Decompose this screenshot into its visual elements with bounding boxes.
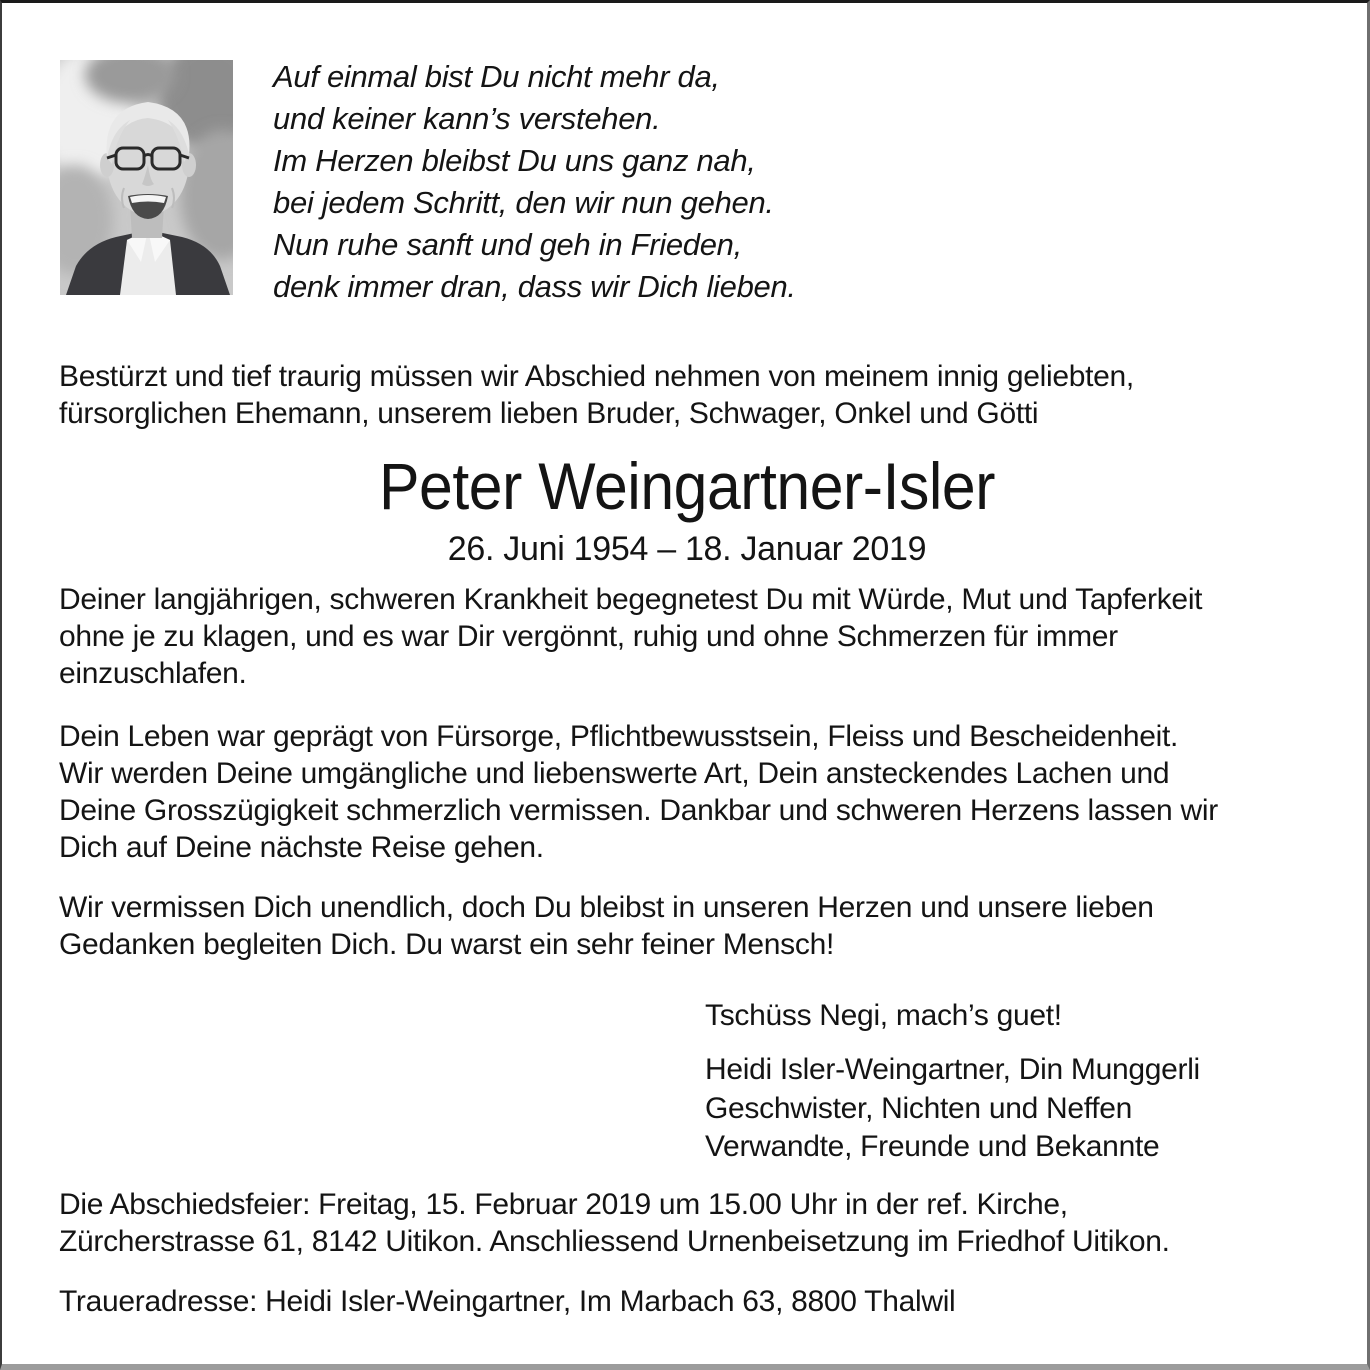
text-line: denk immer dran, dass wir Dich lieben. xyxy=(273,269,796,304)
text-line: Verwandte, Freunde und Bekannte xyxy=(705,1130,1160,1163)
text-line: Geschwister, Nichten und Neffen xyxy=(705,1091,1133,1125)
text-line: Heidi Isler-Weingartner, Din Munggerli xyxy=(705,1053,1200,1086)
text-line: Deine Grosszügigkeit schmerzlich vermissen. Dankbar und schweren Herzens lassen wir xyxy=(59,794,1218,827)
text-line: Wir werden Deine umgängliche und liebenswerte Art, Dein ansteckendes Lachen und xyxy=(59,757,1170,790)
memorial-poem xyxy=(273,56,796,308)
text-line: fürsorglichen Ehemann, unserem lieben Bruder, Schwager, Onkel und Götti xyxy=(59,397,1039,430)
service-info xyxy=(59,1186,1317,1260)
portrait-illustration xyxy=(60,60,233,295)
tribute-paragraph-2 xyxy=(59,718,1317,866)
text-line: Nun ruhe sanft und geh in Frieden, xyxy=(273,227,742,262)
tribute-paragraph-1 xyxy=(59,581,1317,692)
text-line: Dein Leben war geprägt von Fürsorge, Pflichtbewusstsein, Fleiss und Bescheidenheit. xyxy=(59,720,1179,753)
mourners-list xyxy=(705,1051,1200,1167)
intro-text xyxy=(59,358,1317,432)
tribute-paragraph-3 xyxy=(59,889,1317,963)
portrait-photo xyxy=(60,60,233,295)
text-line: Bestürzt und tief traurig müssen wir Abschied nehmen von meinem innig geliebten, xyxy=(59,360,1134,393)
text-line: bei jedem Schritt, den wir nun gehen. xyxy=(273,185,774,220)
text-line: Auf einmal bist Du nicht mehr da, xyxy=(273,59,720,94)
text-line: Wir vermissen Dich unendlich, doch Du bleibst in unseren Herzen und unsere lieben xyxy=(59,891,1154,924)
farewell-line: Tschüss Negi, mach’s guet! xyxy=(705,999,1062,1032)
text-line: einzuschlafen. xyxy=(59,657,247,690)
deceased-name: Peter Weingartner-Isler xyxy=(379,449,995,523)
text-line: Die Abschiedsfeier: Freitag, 15. Februar 2019 um 15.00 Uhr in der ref. Kirche, xyxy=(59,1188,1068,1221)
text-line: Im Herzen bleibst Du uns ganz nah, xyxy=(273,143,756,178)
text-line: Dich auf Deine nächste Reise gehen. xyxy=(59,831,544,864)
text-line: und keiner kann’s verstehen. xyxy=(273,101,661,136)
text-line: Deiner langjährigen, schweren Krankheit begegnetest Du mit Würde, Mut und Tapferkeit xyxy=(59,583,1203,616)
text-line: ohne je zu klagen, und es war Dir vergönnt, ruhig und ohne Schmerzen für immer xyxy=(59,620,1118,653)
text-line: Gedanken begleiten Dich. Du warst ein sehr feiner Mensch! xyxy=(59,928,834,961)
condolence-address: Traueradresse: Heidi Isler-Weingartner, Im Marbach 63, 8800 Thalwil xyxy=(59,1285,956,1318)
life-dates: 26. Juni 1954 – 18. Januar 2019 xyxy=(447,530,927,568)
text-line: Zürcherstrasse 61, 8142 Uitikon. Anschliessend Urnenbeisetzung im Friedhof Uitikon. xyxy=(59,1225,1170,1258)
